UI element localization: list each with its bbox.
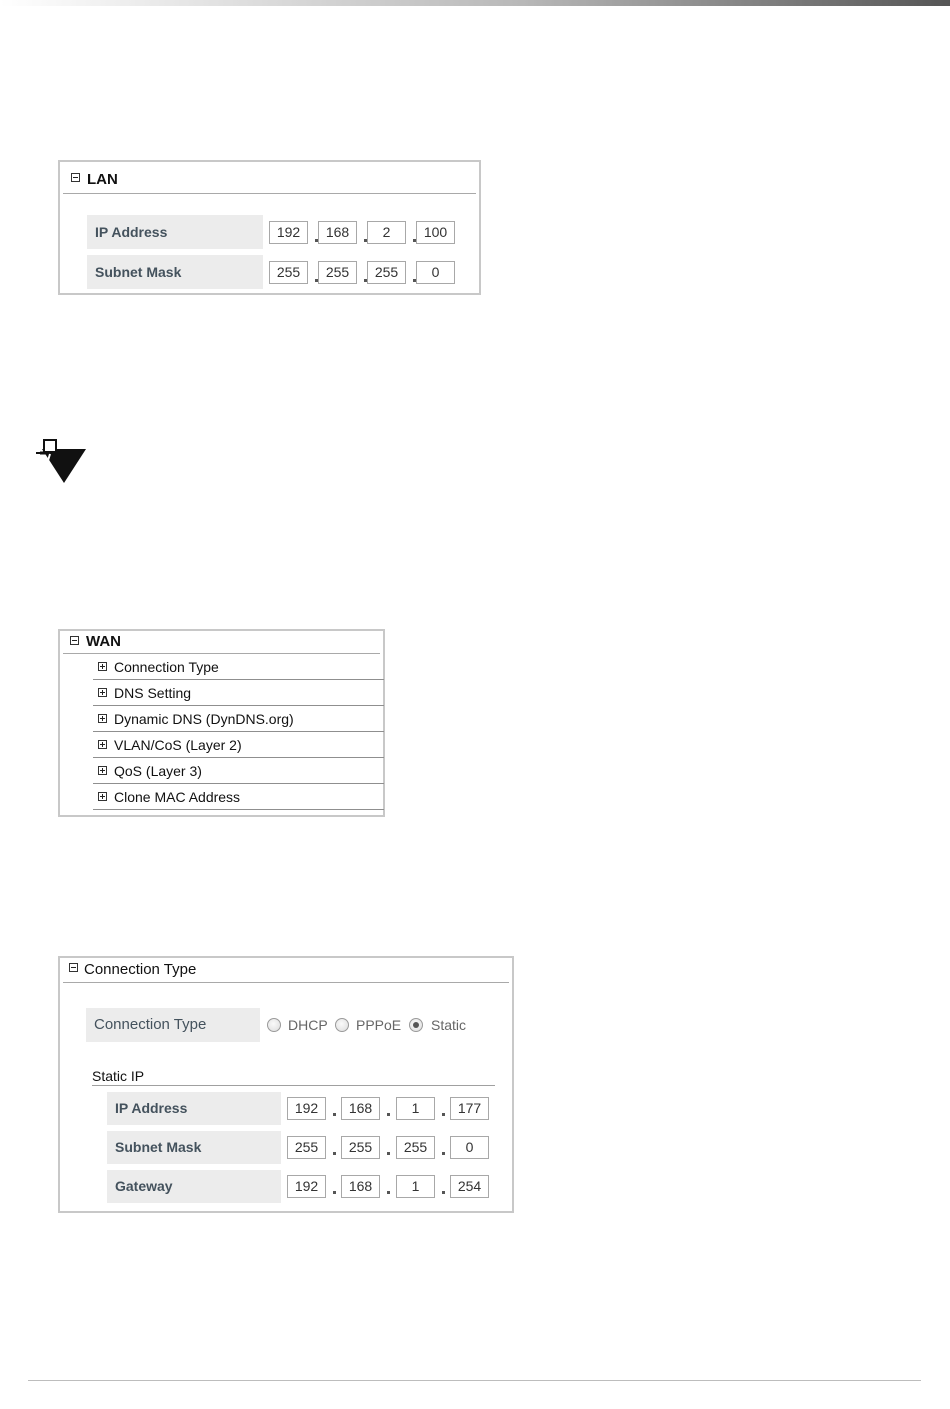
octet-dot: [387, 1113, 390, 1116]
wan-item-label: Dynamic DNS (DynDNS.org): [114, 711, 294, 727]
wan-item-dynamic-dns[interactable]: [93, 707, 384, 732]
static-gateway-octet-1[interactable]: 192: [287, 1175, 326, 1198]
static-subnet-octet-3[interactable]: 255: [396, 1136, 435, 1159]
lan-ip-octet-1[interactable]: 192: [269, 221, 308, 244]
wan-item-label: Connection Type: [114, 659, 219, 675]
static-gateway-label: Gateway: [107, 1170, 281, 1203]
wan-item-vlan-cos[interactable]: [93, 733, 384, 758]
radio-static[interactable]: [409, 1018, 423, 1032]
octet-dot: [333, 1113, 336, 1116]
lan-panel-header[interactable]: [63, 162, 476, 194]
wan-item-label: QoS (Layer 3): [114, 763, 202, 779]
wan-item-label: Clone MAC Address: [114, 789, 241, 805]
lan-ip-label: IP Address: [87, 215, 263, 249]
collapse-icon[interactable]: [69, 963, 78, 972]
static-gateway-octet-2[interactable]: 168: [341, 1175, 380, 1198]
octet-dot: [333, 1152, 336, 1155]
static-subnet-octet-2[interactable]: 255: [341, 1136, 380, 1159]
lan-ip-octet-3[interactable]: 2: [367, 221, 406, 244]
lan-ip-octet-2[interactable]: 168: [318, 221, 357, 244]
expand-icon[interactable]: [98, 662, 107, 671]
connection-panel-title: Connection Type: [84, 961, 197, 978]
static-gateway-octet-4[interactable]: 254: [450, 1175, 489, 1198]
octet-dot: [333, 1191, 336, 1194]
wan-item-label: DNS Setting: [114, 685, 192, 701]
radio-pppoe-label: PPPoE: [356, 1017, 402, 1033]
expand-icon[interactable]: [98, 714, 107, 723]
collapse-icon[interactable]: [70, 636, 79, 645]
octet-dot: [442, 1191, 445, 1194]
static-subnet-label: Subnet Mask: [107, 1131, 281, 1164]
lan-panel-title: LAN: [87, 171, 118, 188]
collapse-icon[interactable]: [71, 173, 80, 182]
static-subnet-octet-4[interactable]: 0: [450, 1136, 489, 1159]
expand-icon[interactable]: [98, 766, 107, 775]
wan-item-connection-type[interactable]: [93, 655, 384, 680]
lan-ip-octet-4[interactable]: 100: [416, 221, 455, 244]
wan-panel-title: WAN: [86, 633, 121, 650]
static-ip-octet-4[interactable]: 177: [450, 1097, 489, 1120]
octet-dot: [442, 1152, 445, 1155]
wan-panel-header[interactable]: [63, 631, 380, 654]
static-ip-address-label: IP Address: [107, 1092, 281, 1125]
wan-panel: [58, 629, 385, 817]
static-ip-header: [92, 1068, 495, 1086]
octet-dot: [387, 1152, 390, 1155]
connection-type-panel: [58, 956, 514, 1213]
lan-subnet-octet-1[interactable]: 255: [269, 261, 308, 284]
lan-subnet-octet-4[interactable]: 0: [416, 261, 455, 284]
static-subnet-octet-1[interactable]: 255: [287, 1136, 326, 1159]
pushpin-note-icon: [34, 437, 88, 485]
radio-dhcp[interactable]: [267, 1018, 281, 1032]
expand-icon[interactable]: [98, 792, 107, 801]
radio-static-label: Static: [431, 1017, 467, 1033]
wan-item-dns-setting[interactable]: [93, 681, 384, 706]
lan-subnet-octet-2[interactable]: 255: [318, 261, 357, 284]
radio-dhcp-label: DHCP: [288, 1017, 328, 1033]
bottom-rule: [28, 1380, 921, 1381]
octet-dot: [442, 1113, 445, 1116]
lan-subnet-octet-3[interactable]: 255: [367, 261, 406, 284]
lan-panel: [58, 160, 481, 295]
expand-icon[interactable]: [98, 688, 107, 697]
static-ip-octet-1[interactable]: 192: [287, 1097, 326, 1120]
wan-item-qos[interactable]: [93, 759, 384, 784]
connection-panel-header[interactable]: [63, 958, 509, 983]
lan-subnet-label: Subnet Mask: [87, 255, 263, 289]
top-rule: [0, 0, 950, 6]
static-ip-octet-2[interactable]: 168: [341, 1097, 380, 1120]
expand-icon[interactable]: [98, 740, 107, 749]
octet-dot: [387, 1191, 390, 1194]
radio-pppoe[interactable]: [335, 1018, 349, 1032]
wan-item-clone-mac[interactable]: [93, 785, 384, 810]
static-ip-heading: Static IP: [92, 1068, 145, 1084]
static-gateway-octet-3[interactable]: 1: [396, 1175, 435, 1198]
connection-type-label: Connection Type: [86, 1008, 260, 1042]
static-ip-octet-3[interactable]: 1: [396, 1097, 435, 1120]
wan-item-label: VLAN/CoS (Layer 2): [114, 737, 242, 753]
